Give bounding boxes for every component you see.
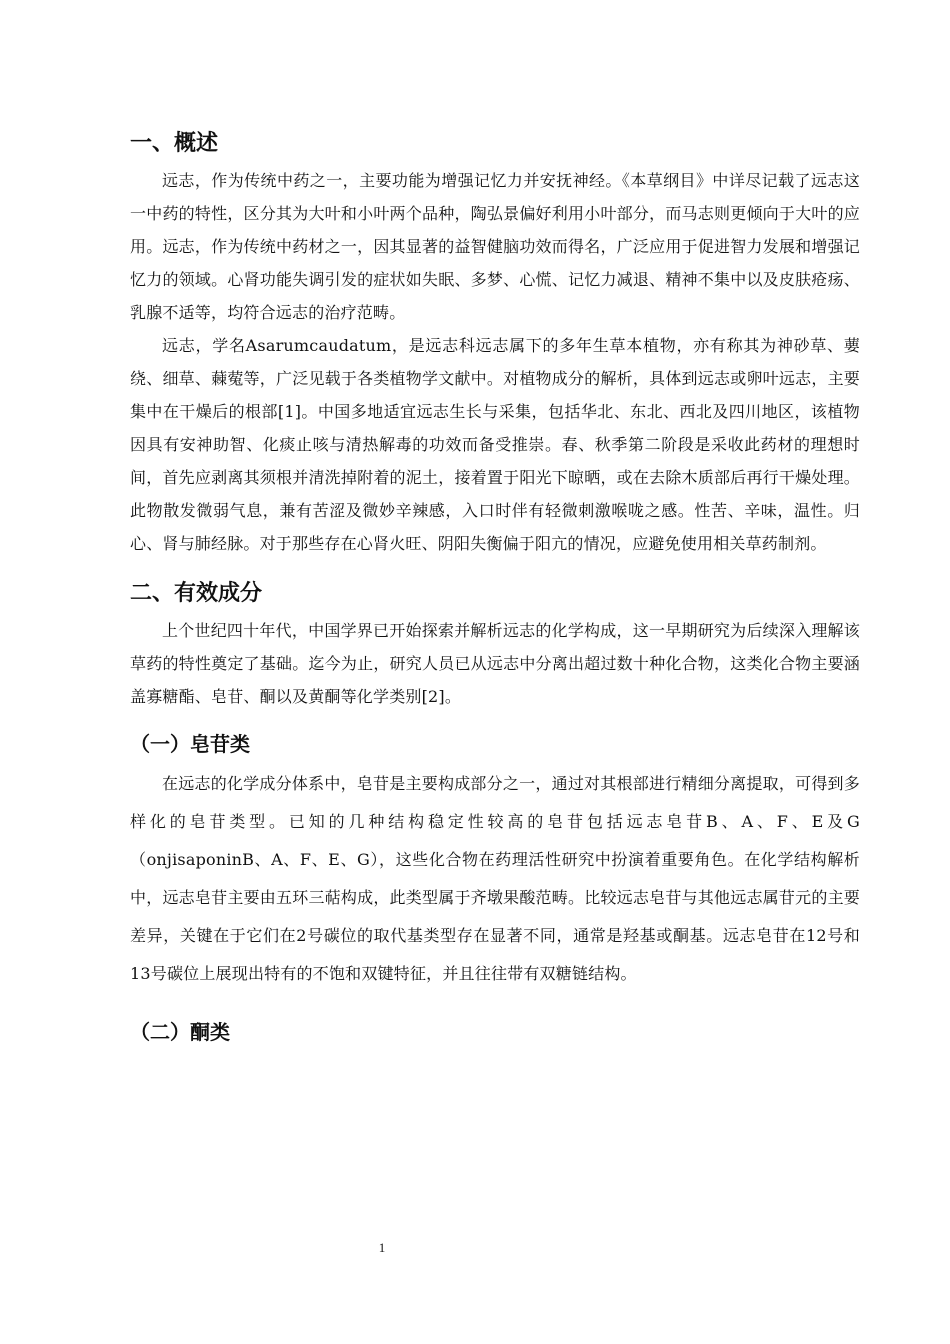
paragraph-overview-1: 远志，作为传统中药之一，主要功能为增强记忆力并安抚神经。《本草纲目》中详尽记载了远志这一中药的特性，区分其为大叶和小叶两个品种，陶弘景偏好利用小叶部分，而马志则更倾向于大叶的应用。远志，作为传统中药材之一，因其显著的益智健脑功效而得名，广泛应用于促进智力发展和增强记忆力的领域。心肾功能失调引发的症状如失眠、多梦、心慌、记忆力减退、精神不集中以及皮肤疮疡、乳腺不适等，均符合远志的治疗范畴。 (130, 171, 860, 322)
spacer (130, 713, 860, 723)
section-heading-active-components: 二、有效成分 (130, 581, 263, 606)
subsection-heading-saponins: （一）皂苷类 (130, 732, 250, 756)
page-number: 1 (378, 1240, 386, 1255)
page-content (130, 124, 860, 1053)
spacer (130, 993, 860, 1011)
paragraph-overview-2: 远志，学名Asarumcaudatum，是远志科远志属下的多年生草本植物，亦有称其为神砂草、葽绕、细草、蕀蒬等，广泛见载于各类植物学文献中。对植物成分的解析，具体到远志或卵叶远志，主要集中在干燥后的根部[1]。中国多地适宜远志生长与采集，包括华北、东北、西北及四川地区，该植物因具有安神助智、化痰止咳与清热解毒的功效而备受推崇。春、秋季第二阶段是采收此药材的理想时间，首先应剥离其须根并清洗掉附着的泥土，接着置于阳光下晾晒，或在去除木质部后再行干燥处理。此物散发微弱气息，兼有苦涩及微妙辛辣感，入口时伴有轻微刺激喉咙之感。性苦、辛味，温性。归心、肾与肺经脉。对于那些存在心肾火旺、阴阳失衡偏于阳亢的情况，应避免使用相关草药制剂。 (130, 336, 860, 553)
section-heading-overview: 一、概述 (130, 131, 219, 156)
paragraph-active-components: 上个世纪四十年代，中国学界已开始探索并解析远志的化学构成，这一早期研究为后续深入理解该草药的特性奠定了基础。迄今为止，研究人员已从远志中分离出超过数十种化合物，这类化合物主要涵盖寡糖酯、皂苷、酮以及黄酮等化学类别[2]。 (130, 621, 860, 706)
spacer (130, 560, 860, 574)
subsection-heading-ketones: （二）酮类 (130, 1020, 230, 1044)
paragraph-saponins: 在远志的化学成分体系中，皂苷是主要构成部分之一，通过对其根部进行精细分离提取，可得到多样化的皂苷类型。已知的几种结构稳定性较高的皂苷包括远志皂苷B、A、F、E及G（onjisaponinB、A、F、E、G），这些化合物在药理活性研究中扮演着重要角色。在化学结构解析中，远志皂苷主要由五环三萜构成，此类型属于齐墩果酸范畴。比较远志皂苷与其他远志属苷元的主要差异，关键在于它们在2号碳位的取代基类型存在显著不同，通常是羟基或酮基。远志皂苷在12号和13号碳位上展现出特有的不饱和双键特征，并且往往带有双糖链结构。 (130, 774, 860, 983)
